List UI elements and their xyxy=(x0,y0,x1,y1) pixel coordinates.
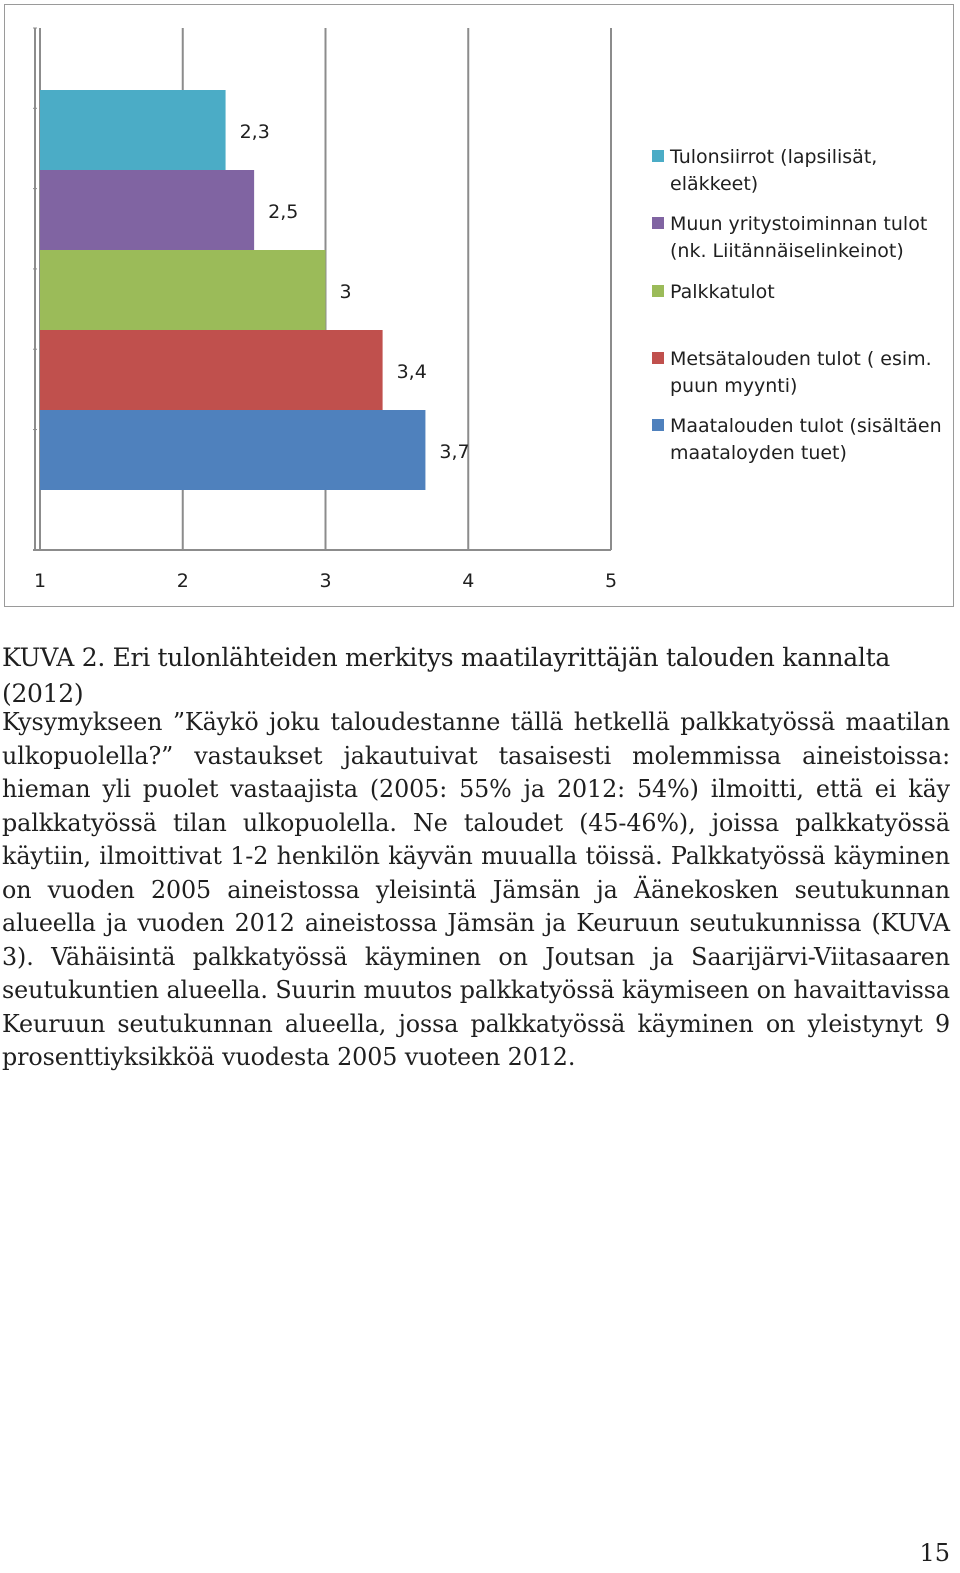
legend-label: (nk. Liitännäiselinkeinot) xyxy=(670,240,904,262)
legend-swatch xyxy=(652,217,664,229)
legend-label: Tulonsiirrot (lapsilisät, xyxy=(670,146,878,168)
bar-value-label: 2,3 xyxy=(239,121,270,143)
legend-swatch xyxy=(652,285,664,297)
legend-swatch xyxy=(652,419,664,431)
x-tick-label: 3 xyxy=(319,570,332,592)
bar xyxy=(40,170,254,250)
x-tick-label: 1 xyxy=(33,570,47,592)
legend-label: Muun yritystoiminnan tulot xyxy=(670,213,928,235)
bar-value-label: 3 xyxy=(339,281,352,303)
bar xyxy=(40,410,425,490)
page-number: 15 xyxy=(919,1539,950,1567)
x-tick-label: 5 xyxy=(604,570,618,592)
bar-value-label: 3,7 xyxy=(439,441,470,463)
legend-swatch xyxy=(652,352,664,364)
bar xyxy=(40,90,226,170)
body-paragraph: Kysymykseen ”Käykö joku taloudestanne tällä hetkellä palkkatyössä maatilan ulkopuolella?” vastaukset jakautuivat tasaisesti molemmissa aineistoissa: hieman yli puolet vastaajista (2005: 55% ja 2012: 54%) ilmoitti, että ei käy palkkatyössä tilan ulkopuolella. Ne taloudet (45-46%), joissa palkkatyössä käytiin, ilmoittivat 1-2 henkilön käyvän muualla töissä. Palkkatyössä käyminen on vuoden 2005 aineistossa yleisintä Jämsän ja Äänekosken seutukunnan alueella ja vuoden 2012 aineistossa Jämsän ja Keuruun seutukunnissa (KUVA 3). Vähäisintä palkkatyössä käyminen on Joutsan ja Saarijärvi-Viitasaaren seutukuntien alueella. Suurin muutos palkkatyössä käymiseen on havaittavissa Keuruun seutukunnan alueella, jossa palkkatyössä käyminen on yleistynyt 9 prosenttiyksikköä vuodesta 2005 vuoteen 2012. xyxy=(2,708,950,1071)
bar xyxy=(40,330,383,410)
income-sources-chart xyxy=(0,0,960,615)
legend-label: Maatalouden tulot (sisältäen xyxy=(670,415,942,437)
x-tick-label: 4 xyxy=(462,570,475,592)
legend-label: Palkkatulot xyxy=(670,281,775,303)
legend-swatch xyxy=(652,150,664,162)
legend-label: Metsätalouden tulot ( esim. xyxy=(670,348,932,370)
x-tick-label: 2 xyxy=(176,570,189,592)
bar-value-label: 2,5 xyxy=(268,201,299,223)
bar-value-label: 3,4 xyxy=(396,361,427,383)
legend-label: puun myynti) xyxy=(670,375,798,397)
bar xyxy=(40,250,326,330)
figure-caption: KUVA 2. Eri tulonlähteiden merkitys maatilayrittäjän talouden kannalta (2012) xyxy=(2,643,890,708)
legend-label: maataloyden tuet) xyxy=(670,442,847,464)
legend-label: eläkkeet) xyxy=(670,173,759,195)
